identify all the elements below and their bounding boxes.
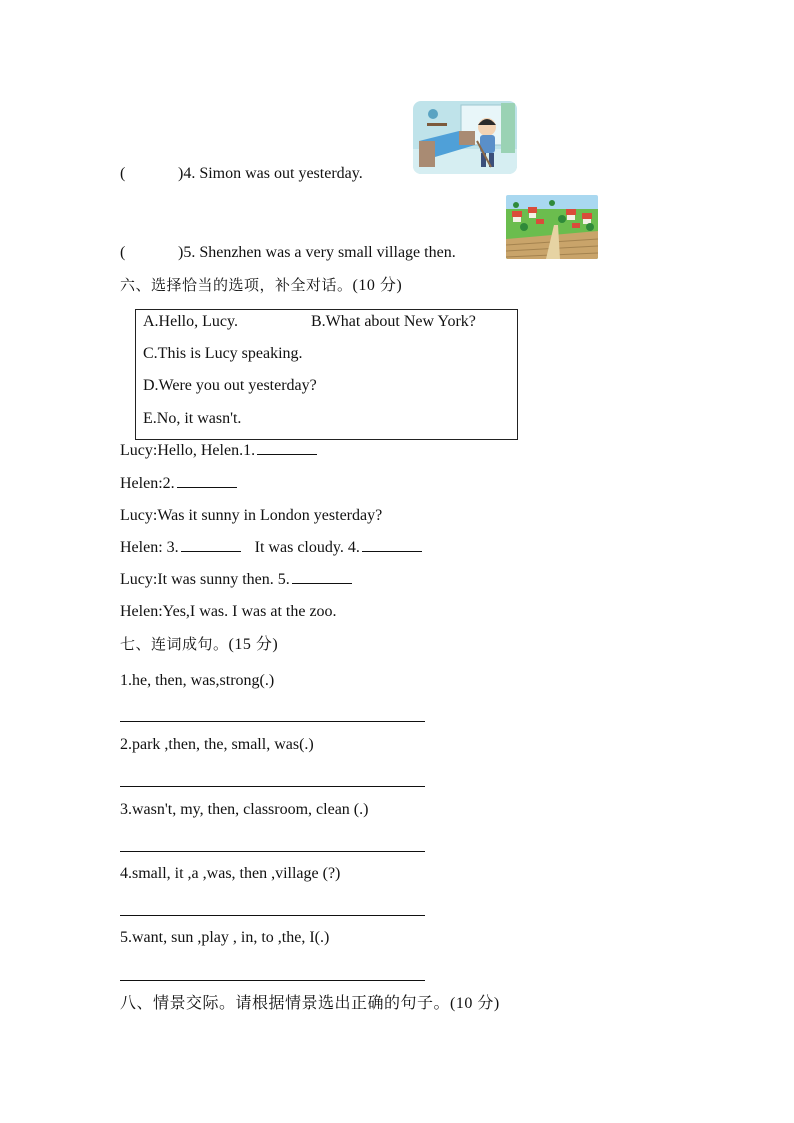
dialogue-text: Lucy:Was it sunny in London yesterday? xyxy=(120,507,383,524)
dialogue-line-4 xyxy=(120,540,422,556)
reorder-item-2: 2.park ,then, the, small, was(.) xyxy=(120,736,314,753)
answer-blank-3[interactable] xyxy=(181,550,241,552)
item-text: Shenzhen was a very small village then. xyxy=(199,244,456,261)
section-6-score: (10 分) xyxy=(352,277,403,294)
item-text: Simon was out yesterday. xyxy=(199,165,363,182)
answer-line-3[interactable] xyxy=(120,851,425,852)
section-7-score: (15 分) xyxy=(228,636,279,653)
reorder-item-3: 3.wasn't, my, then, classroom, clean (.) xyxy=(120,801,369,818)
section-7-title xyxy=(120,637,278,653)
section-6-heading: 六、选择恰当的选项，补全对话。 xyxy=(120,276,353,294)
section-7-heading: 七、连词成句。 xyxy=(120,635,229,653)
reorder-item-4: 4.small, it ,a ,was, then ,village (?) xyxy=(120,865,341,882)
answer-line-5[interactable] xyxy=(120,980,425,981)
dialogue-line-5 xyxy=(120,572,352,588)
village-landscape-icon xyxy=(506,195,598,259)
answer-blank-4[interactable] xyxy=(362,550,422,552)
section-8-title xyxy=(120,995,500,1012)
answer-paren-open[interactable]: ( xyxy=(120,244,126,261)
answer-line-1[interactable] xyxy=(120,721,425,722)
village-picture xyxy=(506,195,598,259)
dialogue-text: Helen:Yes,I was. I was at the zoo. xyxy=(120,603,337,620)
reorder-item-1: 1.he, then, was,strong(.) xyxy=(120,672,275,689)
dialogue-text: Helen: 3. xyxy=(120,539,179,556)
answer-line-4[interactable] xyxy=(120,915,425,916)
answer-blank-1[interactable] xyxy=(257,453,317,455)
option-b: B.What about New York? xyxy=(311,313,476,330)
option-e: E.No, it wasn't. xyxy=(143,410,242,427)
dialogue-line-2 xyxy=(120,476,237,492)
answer-paren-close: ) xyxy=(178,244,184,261)
answer-line-2[interactable] xyxy=(120,786,425,787)
judge-item-5 xyxy=(120,245,456,261)
dialogue-line-1 xyxy=(120,443,317,459)
dialogue-text-2: It was cloudy. 4. xyxy=(254,539,360,556)
option-d: D.Were you out yesterday? xyxy=(143,377,317,394)
dialogue-text: Lucy:Hello, Helen.1. xyxy=(120,442,256,459)
section-6-title xyxy=(120,278,402,294)
answer-blank-5[interactable] xyxy=(292,582,352,584)
boy-in-bedroom-icon xyxy=(413,101,517,174)
dialogue-text: Helen:2. xyxy=(120,475,175,492)
section-8-heading: 八、情景交际。请根据情景选出正确的句子。 xyxy=(120,993,451,1012)
dialogue-line-6 xyxy=(120,604,337,620)
answer-blank-2[interactable] xyxy=(177,486,237,488)
dialogue-text: Lucy:It was sunny then. 5. xyxy=(120,571,290,588)
option-a: A.Hello, Lucy. xyxy=(143,313,238,330)
answer-paren-open[interactable]: ( xyxy=(120,165,126,182)
judge-item-4 xyxy=(120,166,363,182)
section-8-score: (10 分) xyxy=(450,995,500,1012)
item-number: 4. xyxy=(183,165,196,182)
dialogue-line-3 xyxy=(120,508,382,524)
option-c: C.This is Lucy speaking. xyxy=(143,345,303,362)
reorder-item-5: 5.want, sun ,play , in, to ,the, I(.) xyxy=(120,929,330,946)
answer-paren-close: ) xyxy=(178,165,184,182)
item-number: 5. xyxy=(183,244,196,261)
bedroom-picture xyxy=(413,101,517,174)
